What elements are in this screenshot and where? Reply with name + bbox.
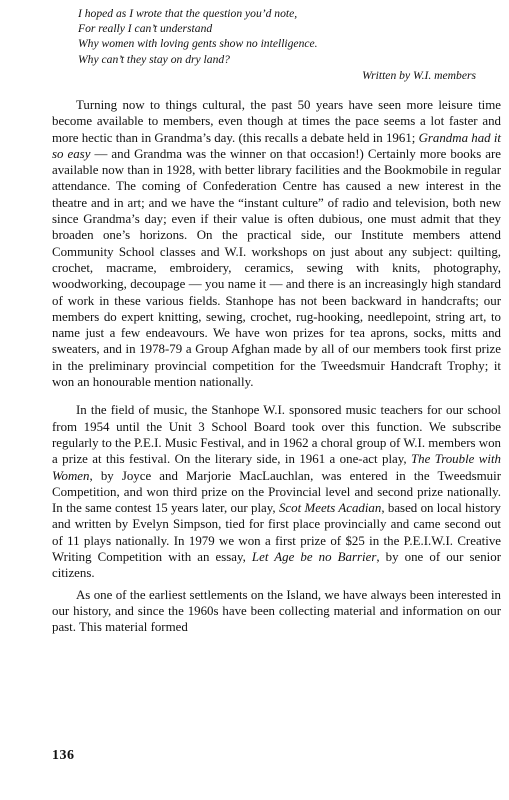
poem-line: For really I can’t understand [78,22,213,36]
poem-excerpt [78,6,478,83]
text-run: In the field of music, the Stanhope W.I. sponsored music teachers for our school from 1954 until the Unit 3 School Board took over this function. We subscribe regularly to the P.E.I. Music Festival, and in 1962 a choral group of W.I. members won a prize at this festival. On the literary side, in 1961 a one-act play, [52,403,501,467]
poem-credit: Written by W.I. members [362,68,476,82]
page-number: 136 [52,748,75,763]
italic-run: Let Age be no Barrier [251,550,377,565]
italic-run: Grandma had it so easy [52,130,501,161]
text-run: — and Grandma was the winner on that occasion!) Certainly more books are available now than in 1928, with better library facilities and the Bookmobile in regular attendance. The coming of Confederation Centre has caused a new interest in the theatre and in art; and we have the “instant culture” of radio and television, both new since Grandma’s day; even if their value is often dubious, one must admit that they broaden one’s horizons. On the practical side, our Institute members attend Community School classes and W.I. workshops on just about any subject: quilting, crochet, macrame, embroidery, ceramics, sewing with knits, photography, woodworking, decoupage — you name it — and there is an increasingly high standard of work in these various fields. Stanhope has not been backward in handcrafts; our members do expert knitting, sewing, crochet, rug-hooking, needlepoint, string art, to name just a few endeavours. We have won prizes for tea aprons, socks, mitts and sweaters, and in 1978-79 a Group Afghan made by all of our members took first prize in the preliminary provincial competition for the Tweedsmuir Handcraft Trophy; it won an honourable mention nationally. [52,146,502,390]
text-run: , by Joyce and Marjorie MacLauchlan, was entered in the Tweedsmuir Competition, and won third prize on the Provincial level and second prize nationally. In the same contest 15 years later, our play, [52,468,501,516]
paragraph-music [52,402,501,581]
text-run: As one of the earliest settlements on the Island, we have always been interested in our history, and since the 1960s have been collecting material and information on our past. This material formed [52,587,501,635]
italic-run: Scot Meets Acadian [278,501,382,516]
text-run: Turning now to things cultural, the past 50 years have seen more leisure time become available to members, even though at times the pace seems a lot faster and more hectic than in Grandma’s day. (this recalls a debate held in 1961; [52,98,501,145]
poem-line: Why women with loving gents show no intelligence. [78,37,318,51]
poem-line: I hoped as I wrote that the question you’d note, [78,7,298,20]
paragraph-cultural [52,97,501,390]
body-text [52,97,501,636]
italic-run: The Trouble with Women [52,452,501,483]
poem-line: Why can’t they stay on dry land? [78,52,230,66]
paragraph-history [52,587,501,636]
text-run: , by one of our senior citizens. [52,550,501,581]
text-run: , based on local history and written by Evelyn Simpson, tied for first place provincially and came second out of 11 plays nationally. In 1979 we won a first prize of $25 in the P.E.I.W.I. Creative Writing Competition with an essay, [52,501,501,565]
